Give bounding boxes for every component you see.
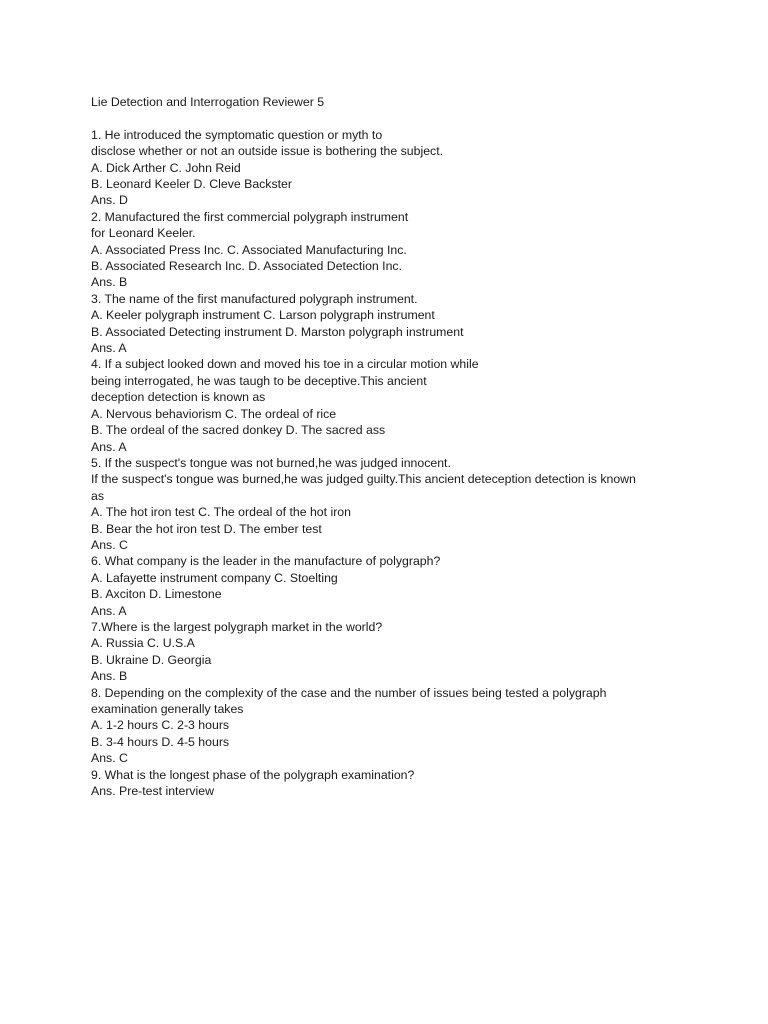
text-line: Ans. C (91, 537, 128, 552)
text-line: Ans. A (91, 603, 127, 618)
text-line: 8. Depending on the complexity of the case and the number of issues being tested a polygraph (91, 685, 607, 700)
text-line: 4. If a subject looked down and moved his toe in a circular motion while (91, 357, 479, 372)
text-line: Ans. A (91, 341, 127, 356)
text-line: 3. The name of the first manufactured polygraph instrument. (91, 291, 418, 306)
text-line: Ans. A (91, 439, 127, 454)
text-line: B. Associated Detecting instrument D. Marston polygraph instrument (91, 324, 464, 339)
document-title: Lie Detection and Interrogation Reviewer 5 (91, 95, 325, 109)
text-line: being interrogated, he was taugh to be deceptive.This ancient (91, 373, 427, 388)
text-line: B. 3-4 hours D. 4-5 hours (91, 734, 230, 749)
text-line: A. Keeler polygraph instrument C. Larson polygraph instrument (91, 308, 435, 323)
text-line: 2. Manufactured the first commercial polygraph instrument (91, 209, 409, 224)
text-line: A. Lafayette instrument company C. Stoelting (91, 570, 338, 585)
text-line: as (91, 488, 104, 503)
text-line: A. The hot iron test C. The ordeal of the hot iron (91, 505, 351, 520)
text-line: 1. He introduced the symptomatic question or myth to (91, 127, 383, 142)
text-line: A. 1-2 hours C. 2-3 hours (91, 718, 230, 733)
text-line: A. Russia C. U.S.A (91, 636, 195, 651)
text-line: 7.Where is the largest polygraph market in the world? (91, 619, 383, 634)
text-line: examination generally takes (91, 702, 244, 717)
document-body (91, 127, 731, 800)
text-line: Ans. D (91, 193, 128, 208)
text-line: A. Nervous behaviorism C. The ordeal of rice (91, 406, 337, 421)
text-line: 9. What is the longest phase of the polygraph examination? (91, 767, 415, 782)
text-line: for Leonard Keeler. (91, 226, 196, 241)
text-line: Ans. B (91, 275, 128, 290)
text-line: Ans. C (91, 751, 128, 766)
text-line: deception detection is known as (91, 390, 266, 405)
text-line: B. Bear the hot iron test D. The ember test (91, 521, 322, 536)
text-line: 5. If the suspect's tongue was not burned,he was judged innocent. (91, 455, 451, 470)
text-line: B. Ukraine D. Georgia (91, 652, 212, 667)
text-line: disclose whether or not an outside issue is bothering the subject. (91, 144, 444, 159)
text-line: 6. What company is the leader in the manufacture of polygraph? (91, 554, 441, 569)
document-page (91, 94, 731, 799)
text-line: B. Axciton D. Limestone (91, 587, 222, 602)
text-line: B. The ordeal of the sacred donkey D. The sacred ass (91, 423, 386, 438)
text-line: Ans. B (91, 669, 128, 684)
text-line: Ans. Pre-test interview (91, 784, 215, 799)
text-line: A. Dick Arther C. John Reid (91, 160, 241, 175)
text-line: B. Leonard Keeler D. Cleve Backster (91, 177, 292, 192)
text-line: A. Associated Press Inc. C. Associated Manufacturing Inc. (91, 242, 407, 257)
text-line: If the suspect's tongue was burned,he was judged guilty.This ancient deteception detection is known (91, 472, 636, 487)
text-line: B. Associated Research Inc. D. Associated Detection Inc. (91, 259, 402, 274)
